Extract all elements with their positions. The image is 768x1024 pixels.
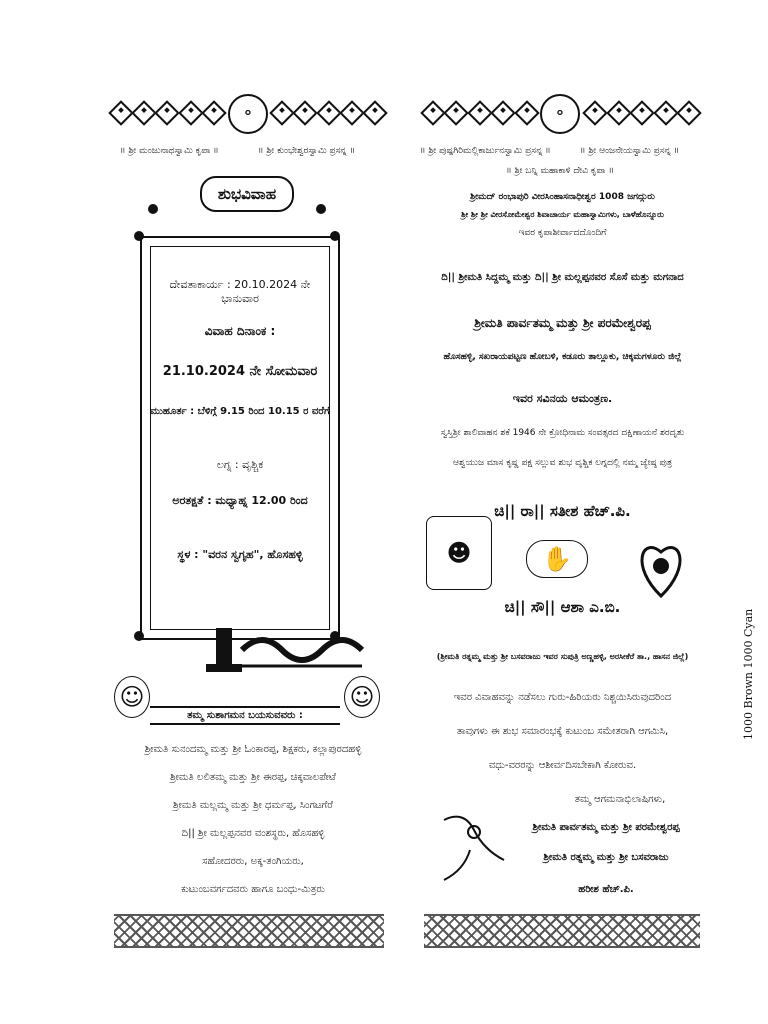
- frame-dot-tr: [330, 231, 340, 241]
- sign-line-2: ಶ್ರೀಮತಿ ರತ್ನಮ್ಮ ಮತ್ತು ಶ್ರೀ ಬಸವರಾಜು: [543, 852, 669, 863]
- para-line-2: ತಾವುಗಳು ಈ ಶುಭ ಸಮಾರಂಭಕ್ಕೆ ಕುಟುಂಬ ಸಮೇತರಾಗಿ ಆಗಮಿಸಿ,: [456, 726, 669, 737]
- ganesha-icon: ॰: [540, 94, 580, 134]
- guest-line: ಶ್ರೀಮತಿ ಸುನಂದಮ್ಮ ಮತ್ತು ಶ್ರೀ ಓಂಕಾರಪ್ಪ, ಶಿಕ್ಷಕರು, ಕಲ್ಲಾಪುರದಹಳ್ಳಿ: [144, 744, 362, 755]
- heart-icon: [638, 516, 684, 602]
- closing-line: ತಮ್ಮ ಆಗಮನಾಭಿಲಾಷಿಗಳು,: [574, 794, 666, 805]
- guest-line: ಸಹೋದರರು, ಅಕ್ಕ-ತಂಗಿಯರು,: [202, 856, 304, 867]
- grandparents-line: ದಿ|| ಶ್ರೀಮತಿ ಸಿದ್ದಮ್ಮ ಮತ್ತು ದಿ|| ಶ್ರೀ ಮಲ್ಲಪ್ಪನವರ ಸೊಸೆ ಮತ್ತು ಮಗನಾದ: [441, 272, 684, 283]
- ganesha-icon: ॰: [228, 94, 268, 134]
- guest-line: ದಿ|| ಶ್ರೀ ಮಲ್ಲಪ್ಪನವರ ವಂಶಸ್ಥರು, ಹೊಸಹಳ್ಳಿ: [181, 828, 325, 839]
- vivaha-label: ವಿವಾಹ ದಿನಾಂಕ :: [204, 324, 276, 338]
- bride-parents: (ಶ್ರೀಮತಿ ರತ್ನಮ್ಮ ಮತ್ತು ಶ್ರೀ ಬಸವರಾಜು ಇವರ ಸುಪುತ್ರಿ ಅಣ್ಣಹಳ್ಳಿ, ಅರಸೀಕೆರೆ ತಾ., ಹಾಸನ ಜಿಲ್ಲೆ): [436, 652, 689, 661]
- guest-line: ಶ್ರೀಮತಿ ಲಲಿತಮ್ಮ ಮತ್ತು ಶ್ರೀ ಈರಪ್ಪ, ಚಿಕ್ಕವಾಲಪೇಟೆ: [170, 772, 336, 783]
- right-header-right: ॥ ಶ್ರೀ ಆಂಜನೇಯಸ್ವಾಮಿ ಪ್ರಸನ್ನ ॥: [580, 146, 680, 156]
- para-line-1: ಇವರ ವಿವಾಹವನ್ನು ನಡೆಸಲು ಗುರು-ಹಿರಿಯರು ನಿಶ್ಚಯಿಸಿರುವುದರಿಂದ: [453, 692, 672, 703]
- lamp-icon: [192, 620, 372, 680]
- shaka-line-2: ಆಶ್ವಯುಜ ಮಾಸ ಕೃಷ್ಣ ಪಕ್ಷ ಸಲ್ಲುವ ಶುಭ ವೃಶ್ಚಿಕ ಲಗ್ನದಲ್ಲಿ ನಮ್ಮ ಜ್ಯೇಷ್ಠ ಪುತ್ರ: [453, 458, 672, 468]
- blessing-line-3: ಇವರ ಕೃಪಾಶೀರ್ವಾದದೊಂದಿಗೆ: [518, 228, 607, 238]
- page-title: ಶುಭವಿವಾಹ: [200, 176, 294, 212]
- para-line-3: ವಧು-ವರರನ್ನು ಆಶೀರ್ವದಿಸಬೇಕಾಗಿ ಕೋರುವ.: [488, 760, 637, 771]
- sthala-line: ಸ್ಥಳ : "ವರನ ಸ್ವಗೃಹ", ಹೊಸಹಳ್ಳಿ: [177, 548, 303, 561]
- right-header-left: ॥ ಶ್ರೀ ಪುಷ್ಪಗಿರಿಮಲ್ಲಿಕಾರ್ಜುನಸ್ವಾಮಿ ಪ್ರಸನ್ನ ॥: [420, 146, 551, 156]
- vivaha-date: 21.10.2024 ನೇ ಸೋಮವಾರ: [162, 364, 318, 379]
- guest-line: ಶ್ರೀಮತಿ ಮಲ್ಲಮ್ಮ ಮತ್ತು ಶ್ರೀ ಧರ್ಮಪ್ಪ, ಸಿಂಗಟಗೆರೆ: [173, 800, 333, 811]
- print-note: [742, 520, 754, 740]
- couple-icon: ☺: [114, 676, 150, 718]
- frame-dot-bl: [134, 631, 144, 641]
- hands-icon: [434, 800, 510, 890]
- frame-dot-top2: [316, 204, 326, 214]
- bride-name: ಚಿ|| ಸೌ|| ಆಶಾ ಎ.ಬಿ.: [504, 598, 621, 616]
- muhurtha-line: ಮುಹೂರ್ತ : ಬೆಳಿಗ್ಗೆ 9.15 ರಿಂದ 10.15 ರ ವರೆಗೆ: [150, 406, 330, 417]
- bride-groom-icon: ☻: [426, 516, 492, 590]
- shaka-line-1: ಸ್ವಸ್ತಿಶ್ರೀ ಶಾಲಿವಾಹನ ಶಕೆ 1946 ನೇ ಕ್ರೋಧಿನಾಮ ಸಂವತ್ಸರದ ದಕ್ಷಿಣಾಯನೆ ಶರದೃತು: [440, 428, 685, 438]
- sign-line-3: ಹರೀಶ ಹೆಚ್.ಪಿ.: [578, 884, 634, 895]
- aratakshate-line: ಅರತಕ್ಷತೆ : ಮಧ್ಯಾಹ್ನ 12.00 ರಿಂದ: [172, 494, 308, 507]
- left-bottom-border: [114, 914, 384, 948]
- sign-line-1: ಶ್ರೀಮತಿ ಪಾರ್ವತಮ್ಮ ಮತ್ತು ಶ್ರೀ ಪರಮೇಶ್ವರಪ್ಪ: [532, 822, 680, 833]
- couple-icon: ☺: [344, 676, 380, 718]
- print-note-text: 1000 Brown 1000 Cyan: [742, 608, 755, 740]
- frame-dot-tl: [134, 231, 144, 241]
- left-header-left: ॥ ಶ್ರೀ ಮಂಜುನಾಥಸ್ವಾಮಿ ಕೃಪಾ ॥: [120, 146, 219, 156]
- right-bottom-border: [424, 914, 700, 948]
- left-header-right: ॥ ಶ್ರೀ ಕುಂಭೇಶ್ವರಸ್ವಾಮಿ ಪ್ರಸನ್ನ ॥: [258, 146, 355, 156]
- devakarya-line: ದೇವತಾಕಾರ್ಯ : 20.10.2024 ನೇ ಭಾನುವಾರ: [169, 278, 311, 305]
- blessing-line-1: ಶ್ರೀಮದ್ ರಂಭಾಪುರಿ ವೀರಸಿಂಹಾಸನಾಧೀಶ್ವರ 1008 ಜಗದ್ಗುರು: [470, 192, 655, 202]
- groom-address: ಹೊಸಹಳ್ಳಿ, ಸಖರಾಯಪಟ್ಟಣ ಹೋಬಳಿ, ಕಡೂರು ತಾಲ್ಲೂಕು, ಚಿಕ್ಕಮಗಳೂರು ಜಿಲ್ಲೆ: [443, 352, 682, 362]
- right-sub-header: ॥ ಶ್ರೀ ಬನ್ನಿ ಮಹಾಕಾಳಿ ದೇವಿ ಕೃಪಾ ॥: [506, 166, 614, 176]
- blessing-line-2: ಶ್ರೀ ಶ್ರೀ ಶ್ರೀ ವೀರಸೋಮೇಶ್ವರ ಶಿವಾಚಾರ್ಯ ಮಹಾಸ್ವಾಮಿಗಳು, ಬಾಳೆಹೊನ್ನೂರು: [461, 210, 664, 219]
- handshake-icon: ✋: [526, 540, 588, 578]
- lagna-line: ಲಗ್ನ : ವೃಶ್ಚಿಕ: [216, 458, 264, 471]
- frame-dot-top: [148, 204, 158, 214]
- guests-heading: ತಮ್ಮ ಸುಶಾಗಮನ ಬಯಸುವವರು :: [150, 706, 340, 725]
- groom-parents: ಶ್ರೀಮತಿ ಪಾರ್ವತಮ್ಮ ಮತ್ತು ಶ್ರೀ ಪರಮೇಶ್ವರಪ್ಪ: [474, 316, 651, 330]
- invite-line: ಇವರ ಸವಿನಯ ಆಮಂತ್ರಣ.: [512, 392, 613, 405]
- groom-name: ಚಿ|| ರಾ|| ಸತೀಶ ಹೆಚ್.ಪಿ.: [494, 502, 631, 520]
- guest-line: ಕುಟುಂಬವರ್ಗದವರು ಹಾಗೂ ಬಂಧು-ಮಿತ್ರರು: [181, 884, 325, 895]
